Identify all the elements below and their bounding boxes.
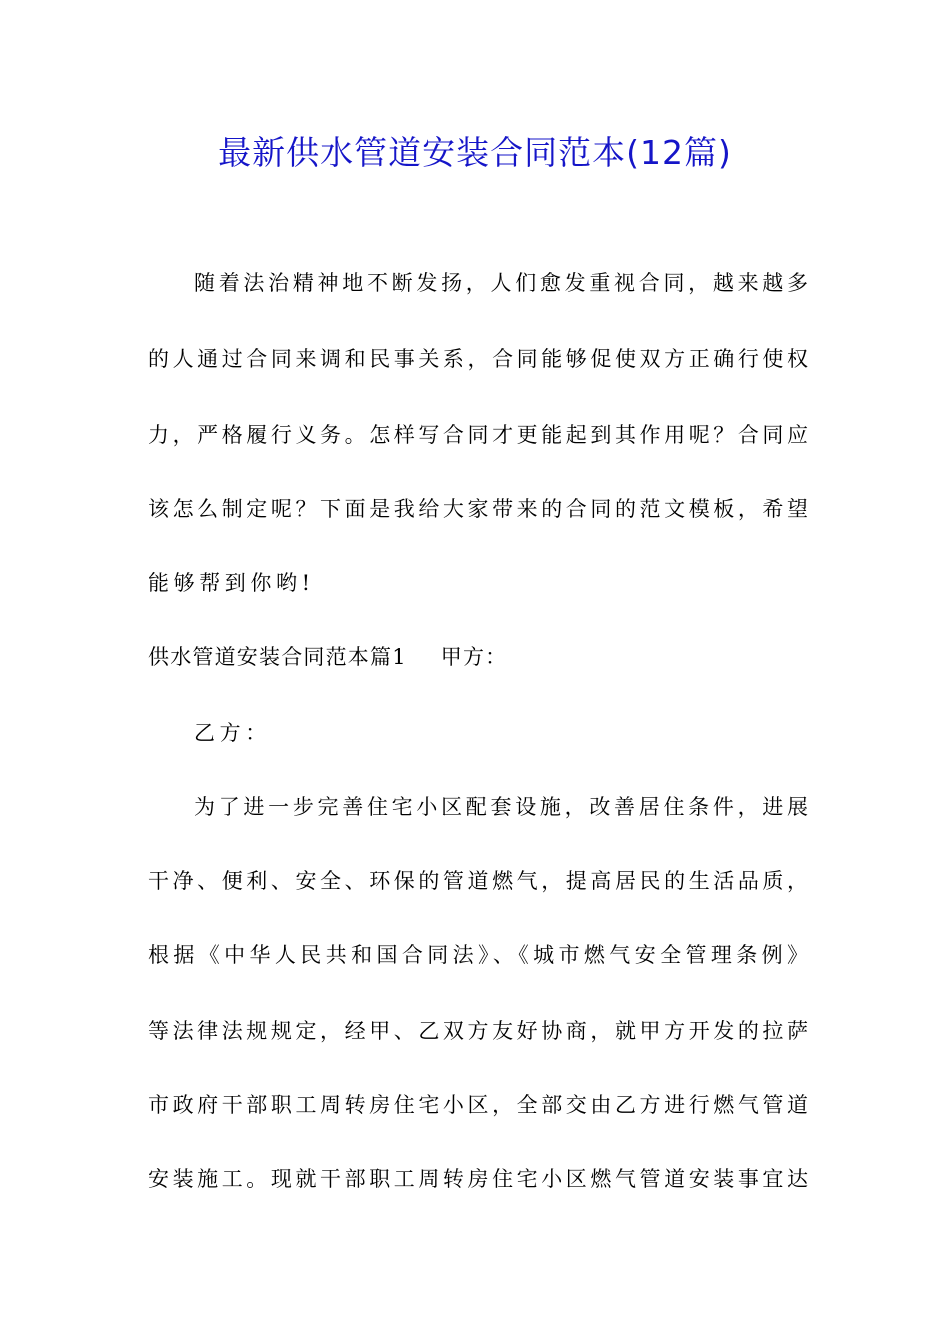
section-heading: 供水管道安装合同范本篇1 — [148, 645, 407, 669]
intro-line: 的人通过合同来调和民事关系，合同能够促使双方正确行使权 — [148, 347, 808, 371]
body-line: 干净、便利、安全、环保的管道燃气，提高居民的生活品质， — [148, 869, 808, 893]
party-a-label: 甲方： — [440, 645, 508, 669]
section-heading-row — [148, 642, 808, 672]
body-line: 市政府干部职工周转房住宅小区，全部交由乙方进行燃气管道 — [148, 1093, 808, 1117]
body-line: 根据《中华人民共和国合同法》、《城市燃气安全管理条例》 — [148, 943, 808, 967]
intro-line: 力，严格履行义务。怎样写合同才更能起到其作用呢？合同应 — [148, 423, 808, 447]
intro-line: 能够帮到你哟! — [148, 571, 315, 595]
body-line: 为了进一步完善住宅小区配套设施，改善居住条件，进展 — [194, 795, 808, 819]
intro-line: 该怎么制定呢？下面是我给大家带来的合同的范文模板，希望 — [148, 497, 808, 521]
body-line: 等法律法规规定，经甲、乙双方友好协商，就甲方开发的拉萨 — [148, 1019, 808, 1043]
body-line: 安装施工。现就干部职工周转房住宅小区燃气管道安装事宜达 — [148, 1167, 808, 1191]
document-title: 最新供水管道安装合同范本(12篇) — [218, 133, 732, 172]
intro-line: 随着法治精神地不断发扬，人们愈发重视合同，越来越多 — [194, 271, 808, 295]
party-b-label: 乙方： — [194, 721, 271, 745]
